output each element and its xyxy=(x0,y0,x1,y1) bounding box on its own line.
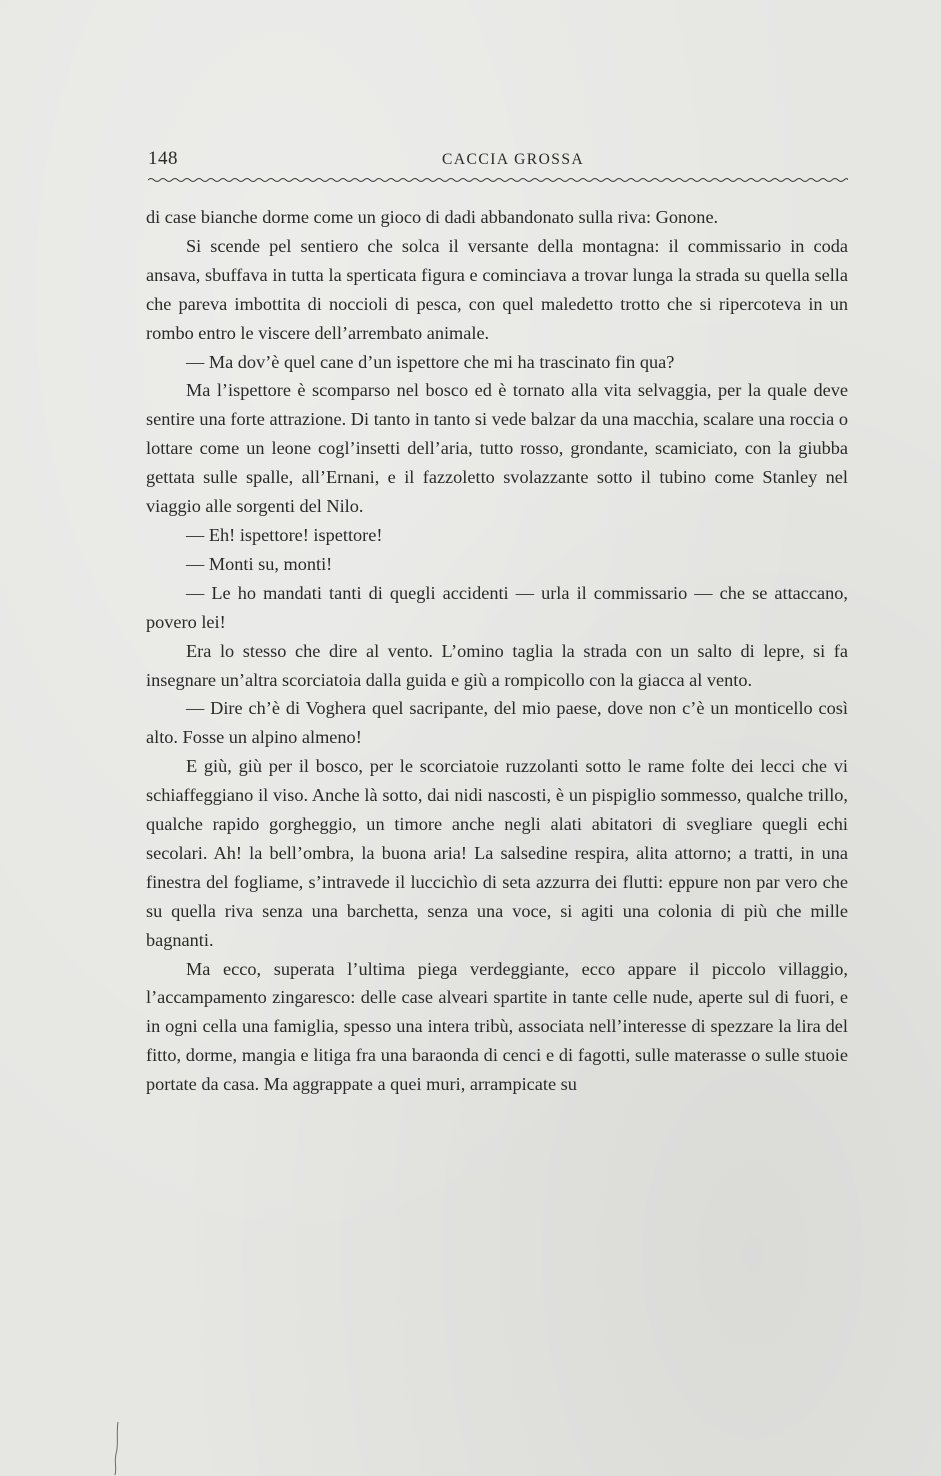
margin-pencil-mark xyxy=(110,1420,124,1476)
running-head: CACCIA GROSSA xyxy=(442,151,585,168)
paragraph-5: — Eh! ispettore! ispettore! xyxy=(186,524,383,545)
paragraph-8: Era lo stesso che dire al vento. L’omino taglia la strada con un salto di lepre, si fa insegnare un’altra scorciatoia dalla guida e giù a rompicollo con la giacca al vento. xyxy=(146,640,848,690)
page-header xyxy=(148,148,848,178)
paragraph-9: — Dire ch’è di Voghera quel sacripante, del mio paese, dove non c’è un monticello così alto. Fosse un alpino almeno! xyxy=(146,698,848,748)
header-rule xyxy=(148,176,848,184)
paragraph-10: E giù, giù per il bosco, per le scorciatoie ruzzolanti sotto le rame folte dei lecci che vi schiaffeggiano il viso. Anche là sotto, dai nidi nascosti, è un pispiglio sommesso, qualche trillo, qualche rapido gorgheggio, un timore anche negli alati abitatori di svegliare quegli echi secolari. Ah! la bell’ombra, la buona aria! La salsedine respira, alita attorno; a tratti, in una finestra del fogliame, s’intravede il luccichìo di seta azzurra dei flutti: eppure non par vero che su quella riva senza una barchetta, senza una voce, si agiti una colonia di più che mille bagnanti. xyxy=(146,756,848,950)
paragraph-4: Ma l’ispettore è scomparso nel bosco ed è tornato alla vita selvaggia, per la quale deve sentire una forte attrazione. Di tanto in tanto si vede balzar da una macchia, scalare una roccia o lottare come un leone cogl’insetti dell’aria, tutto rosso, grondante, scamiciato, con la giubba gettata sulle spalle, all’Ernani, e il fazzoletto svolazzante sotto il tubino come Stanley nel viaggio alle sorgenti del Nilo. xyxy=(146,380,848,517)
paragraph-3: — Ma dov’è quel cane d’un ispettore che mi ha trascinato fin qua? xyxy=(186,351,675,372)
paragraph-11: Ma ecco, superata l’ultima piega verdeggiante, ecco appare il piccolo villaggio, l’accampamento zingaresco: delle case alveari spartite in tante celle nude, aperte sul di fuori, e in ogni cella una famiglia, spesso una intera tribù, associata nell’interesse di spezzare la lira del fitto, dorme, mangia e litiga fra una baraonda di cenci e di fagotti, sulle materasse o sulle stuoie portate da casa. Ma aggrappate a quei muri, arrampicate su xyxy=(146,958,848,1095)
paragraph-6: — Monti su, monti! xyxy=(186,553,333,574)
paragraph-2: Si scende pel sentiero che solca il versante della montagna: il commissario in coda ansava, sbuffava in tutta la sperticata figura e cominciava a trovar lunga la strada su quella sella che pareva imbottita di noccioli di pesca, con quel maledetto trotto che si ripercoteva in un rombo entro le viscere dell’arrembato animale. xyxy=(146,235,848,343)
body-text xyxy=(146,203,848,1099)
page-number: 148 xyxy=(148,148,178,169)
paragraph-7: — Le ho mandati tanti di quegli accidenti — urla il commissario — che se attaccano, povero lei! xyxy=(146,582,848,632)
paragraph-1: di case bianche dorme come un gioco di dadi abbandonato sulla riva: Gonone. xyxy=(146,207,719,227)
